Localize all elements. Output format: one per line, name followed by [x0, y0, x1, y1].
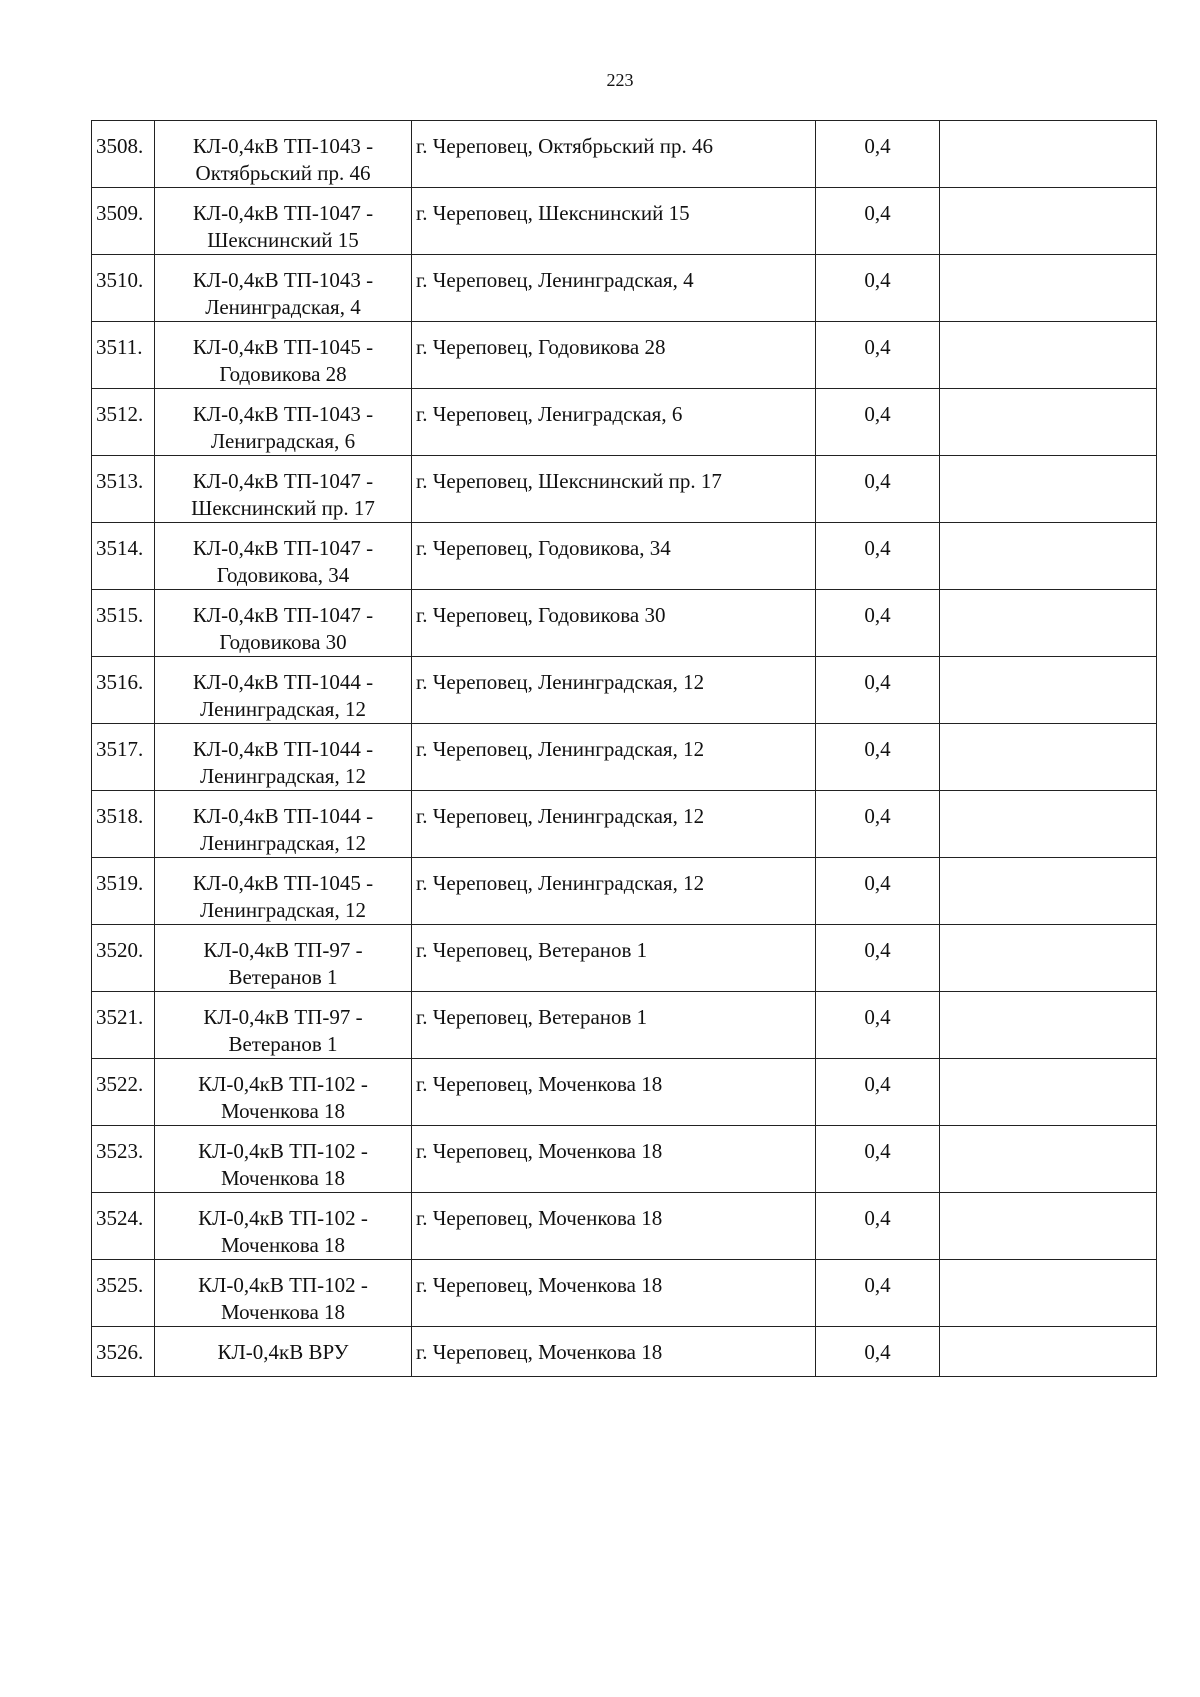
voltage-cell: 0,4	[816, 456, 940, 523]
voltage-cell: 0,4	[816, 523, 940, 590]
voltage-cell: 0,4	[816, 925, 940, 992]
empty-cell	[940, 590, 1157, 657]
cable-line-name-cell: КЛ-0,4кВ ТП-1047 - Шекснинский пр. 17	[155, 456, 412, 523]
address-cell: г. Череповец, Годовикова 30	[412, 590, 816, 657]
table-row	[92, 1260, 1157, 1327]
row-number-cell: 3514.	[92, 523, 155, 590]
voltage-cell: 0,4	[816, 1126, 940, 1193]
cable-line-name-cell: КЛ-0,4кВ ТП-102 - Моченкова 18	[155, 1059, 412, 1126]
row-number-cell: 3522.	[92, 1059, 155, 1126]
cable-line-name-cell: КЛ-0,4кВ ТП-1045 - Ленинградская, 12	[155, 858, 412, 925]
voltage-cell: 0,4	[816, 389, 940, 456]
registry-table-body	[92, 121, 1157, 1377]
address-cell: г. Череповец, Ветеранов 1	[412, 925, 816, 992]
row-number-cell: 3524.	[92, 1193, 155, 1260]
voltage-cell: 0,4	[816, 590, 940, 657]
address-cell: г. Череповец, Шекснинский пр. 17	[412, 456, 816, 523]
table-row	[92, 858, 1157, 925]
voltage-cell: 0,4	[816, 724, 940, 791]
voltage-cell: 0,4	[816, 188, 940, 255]
cable-line-name-cell: КЛ-0,4кВ ТП-102 - Моченкова 18	[155, 1126, 412, 1193]
cable-line-name-cell: КЛ-0,4кВ ТП-97 - Ветеранов 1	[155, 992, 412, 1059]
row-number-cell: 3516.	[92, 657, 155, 724]
table-row	[92, 1193, 1157, 1260]
voltage-cell: 0,4	[816, 992, 940, 1059]
cable-line-name-cell: КЛ-0,4кВ ТП-1043 - Ленинградская, 4	[155, 255, 412, 322]
row-number-cell: 3518.	[92, 791, 155, 858]
table-row	[92, 1126, 1157, 1193]
table-row	[92, 121, 1157, 188]
address-cell: г. Череповец, Моченкова 18	[412, 1059, 816, 1126]
table-row	[92, 188, 1157, 255]
table-row	[92, 322, 1157, 389]
row-number-cell: 3519.	[92, 858, 155, 925]
address-cell: г. Череповец, Годовикова 28	[412, 322, 816, 389]
row-number-cell: 3523.	[92, 1126, 155, 1193]
row-number-cell: 3517.	[92, 724, 155, 791]
voltage-cell: 0,4	[816, 858, 940, 925]
empty-cell	[940, 657, 1157, 724]
table-row	[92, 724, 1157, 791]
cable-line-name-cell: КЛ-0,4кВ ТП-1043 - Лениградская, 6	[155, 389, 412, 456]
empty-cell	[940, 925, 1157, 992]
row-number-cell: 3520.	[92, 925, 155, 992]
address-cell: г. Череповец, Шекснинский 15	[412, 188, 816, 255]
empty-cell	[940, 1193, 1157, 1260]
cable-line-name-cell: КЛ-0,4кВ ТП-1044 - Ленинградская, 12	[155, 791, 412, 858]
empty-cell	[940, 1327, 1157, 1377]
address-cell: г. Череповец, Ленинградская, 12	[412, 724, 816, 791]
voltage-cell: 0,4	[816, 1327, 940, 1377]
voltage-cell: 0,4	[816, 1059, 940, 1126]
table-row	[92, 255, 1157, 322]
table-row	[92, 523, 1157, 590]
empty-cell	[940, 255, 1157, 322]
row-number-cell: 3521.	[92, 992, 155, 1059]
table-row	[92, 1327, 1157, 1377]
empty-cell	[940, 456, 1157, 523]
empty-cell	[940, 1260, 1157, 1327]
row-number-cell: 3512.	[92, 389, 155, 456]
address-cell: г. Череповец, Ленинградская, 12	[412, 858, 816, 925]
cable-line-name-cell: КЛ-0,4кВ ТП-102 - Моченкова 18	[155, 1260, 412, 1327]
table-row	[92, 389, 1157, 456]
empty-cell	[940, 188, 1157, 255]
cable-line-name-cell: КЛ-0,4кВ ТП-1047 - Шекснинский 15	[155, 188, 412, 255]
table-row	[92, 925, 1157, 992]
empty-cell	[940, 1126, 1157, 1193]
row-number-cell: 3526.	[92, 1327, 155, 1377]
empty-cell	[940, 992, 1157, 1059]
page-number: 223	[606, 70, 634, 90]
registry-table	[91, 120, 1157, 1377]
voltage-cell: 0,4	[816, 1193, 940, 1260]
empty-cell	[940, 523, 1157, 590]
voltage-cell: 0,4	[816, 322, 940, 389]
cable-line-name-cell: КЛ-0,4кВ ТП-97 - Ветеранов 1	[155, 925, 412, 992]
cable-line-name-cell: КЛ-0,4кВ ТП-102 - Моченкова 18	[155, 1193, 412, 1260]
row-number-cell: 3509.	[92, 188, 155, 255]
empty-cell	[940, 389, 1157, 456]
row-number-cell: 3515.	[92, 590, 155, 657]
table-row	[92, 791, 1157, 858]
table-row	[92, 590, 1157, 657]
address-cell: г. Череповец, Моченкова 18	[412, 1327, 816, 1377]
empty-cell	[940, 322, 1157, 389]
address-cell: г. Череповец, Ветеранов 1	[412, 992, 816, 1059]
address-cell: г. Череповец, Моченкова 18	[412, 1126, 816, 1193]
table-row	[92, 992, 1157, 1059]
empty-cell	[940, 858, 1157, 925]
row-number-cell: 3508.	[92, 121, 155, 188]
voltage-cell: 0,4	[816, 657, 940, 724]
voltage-cell: 0,4	[816, 121, 940, 188]
row-number-cell: 3525.	[92, 1260, 155, 1327]
table-row	[92, 657, 1157, 724]
cable-line-name-cell: КЛ-0,4кВ ТП-1047 - Годовикова, 34	[155, 523, 412, 590]
address-cell: г. Череповец, Моченкова 18	[412, 1193, 816, 1260]
cable-line-name-cell: КЛ-0,4кВ ТП-1044 - Ленинградская, 12	[155, 724, 412, 791]
table-row	[92, 456, 1157, 523]
address-cell: г. Череповец, Ленинградская, 12	[412, 791, 816, 858]
cable-line-name-cell: КЛ-0,4кВ ТП-1045 - Годовикова 28	[155, 322, 412, 389]
table-row	[92, 1059, 1157, 1126]
row-number-cell: 3513.	[92, 456, 155, 523]
cable-line-name-cell: КЛ-0,4кВ ТП-1043 - Октябрьский пр. 46	[155, 121, 412, 188]
voltage-cell: 0,4	[816, 255, 940, 322]
cable-line-name-cell: КЛ-0,4кВ ТП-1044 - Ленинградская, 12	[155, 657, 412, 724]
row-number-cell: 3511.	[92, 322, 155, 389]
voltage-cell: 0,4	[816, 1260, 940, 1327]
empty-cell	[940, 724, 1157, 791]
row-number-cell: 3510.	[92, 255, 155, 322]
address-cell: г. Череповец, Годовикова, 34	[412, 523, 816, 590]
empty-cell	[940, 121, 1157, 188]
address-cell: г. Череповец, Октябрьский пр. 46	[412, 121, 816, 188]
address-cell: г. Череповец, Ленинградская, 4	[412, 255, 816, 322]
empty-cell	[940, 791, 1157, 858]
address-cell: г. Череповец, Ленинградская, 12	[412, 657, 816, 724]
cable-line-name-cell: КЛ-0,4кВ ВРУ	[155, 1327, 412, 1377]
cable-line-name-cell: КЛ-0,4кВ ТП-1047 - Годовикова 30	[155, 590, 412, 657]
address-cell: г. Череповец, Лениградская, 6	[412, 389, 816, 456]
address-cell: г. Череповец, Моченкова 18	[412, 1260, 816, 1327]
voltage-cell: 0,4	[816, 791, 940, 858]
empty-cell	[940, 1059, 1157, 1126]
